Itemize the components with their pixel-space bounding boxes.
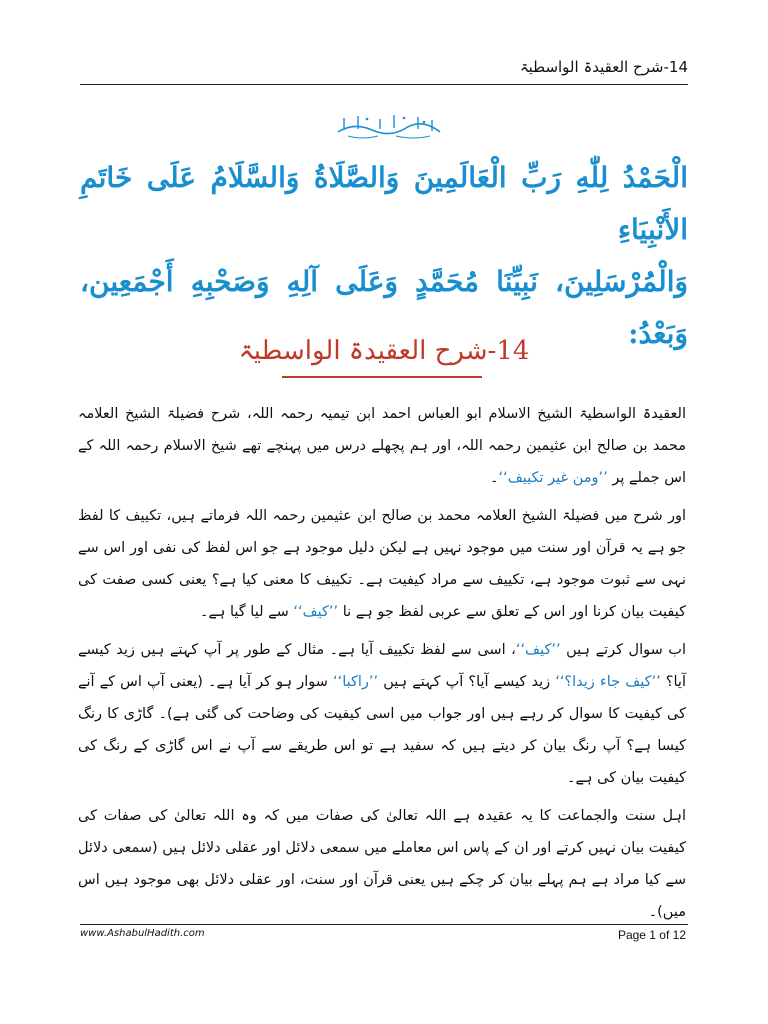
term-highlight: ’’راکبا‘‘ xyxy=(332,674,379,690)
term-highlight: ’’ومن غیر تکییف‘‘ xyxy=(498,470,608,486)
term-highlight: ’’کیف جاء زیدا؟‘‘ xyxy=(555,674,661,690)
basmala-calligraphy-svg xyxy=(334,110,444,140)
paragraph-3: اب سوال کرتے ہیں ’’کیف‘‘، اسی سے لفظ تکییف آیا ہے۔ مثال کے طور پر آپ کہتے ہیں زید کیسے آیا؟ ’’کیف جاء زیدا؟‘‘ زید کیسے آیا؟ آپ کہتے ہیں ’’راکبا‘‘ سوار ہو کر آیا ہے۔ (یعنی آپ اس کے آنے کی کیفیت کا سوال کر رہے ہیں اور جواب میں اسی کیفیت کی وضاحت کی گئی ہے)۔ گاڑی کا رنگ کیسا ہے؟ آپ رنگ بیان کر دیتے ہیں کہ سفید ہے تو اس طریقے سے آپ نے اس گاڑی کے رنگ کی کیفیت بیان کی ہے۔ xyxy=(78,642,686,786)
header-divider xyxy=(80,84,688,85)
term-highlight: ’’کیف‘‘ xyxy=(293,604,339,620)
running-header-title: 14-شرح العقیدۃ الواسطیۃ xyxy=(519,58,688,76)
doxology-block xyxy=(80,152,688,360)
paragraph-1: العقیدۃ الواسطیۃ الشیخ الاسلام ابو العباس احمد ابن تیمیہ رحمہ اللہ، شرح فضیلۃ الشیخ العلامہ محمد بن صالح ابن عثیمین رحمہ اللہ، اور ہم پچھلے درس میں پہنچے تھے شیخ الاسلام رحمہ اللہ کے اس جملے پر ’’ومن غیر تکییف‘‘۔ xyxy=(78,406,686,486)
footer-page-number: Page 1 of 12 xyxy=(617,928,686,942)
footer-divider xyxy=(80,924,688,925)
term-highlight: ’’کیف‘‘ xyxy=(515,642,561,658)
basmala-calligraphy-icon xyxy=(334,110,444,140)
doxology-line-1: الْحَمْدُ لِلّٰهِ رَبِّ الْعَالَمِينَ وَالصَّلَاةُ وَالسَّلَامُ عَلَى خَاتَمِ الأَنْبِيَاءِ xyxy=(80,161,688,246)
footer-website-link[interactable]: www.AshabulHadith.com xyxy=(80,928,205,939)
doxology-line-3: وَبَعْدُ: xyxy=(628,317,688,350)
doxology-line-2: وَالْمُرْسَلِينَ، نَبِيِّنَا مُحَمَّدٍ وَعَلَى آلِهِ وَصَحْبِهِ أَجْمَعِين، xyxy=(80,265,688,298)
paragraph-2: اور شرح میں فضیلۃ الشیخ العلامہ محمد بن صالح ابن عثیمین رحمہ اللہ فرماتے ہیں، تکییف کا لفظ جو ہے یہ قرآن اور سنت میں موجود نہیں ہے لیکن دلیل موجود ہے جو اس لفظ کی نفی اور اس سے نہی سے ثبوت موجود ہے، تکییف سے مراد کیفیت ہے۔ تکییف کا معنی کیا ہے؟ یعنی کسی صفت کی کیفیت بیان کرنا اور اس کے تعلق سے عربی لفظ جو ہے نا ’’کیف‘‘ سے لیا گیا ہے۔ xyxy=(78,508,686,620)
paragraph-4: اہل سنت والجماعت کا یہ عقیدہ ہے اللہ تعالیٰ کی صفات میں کہ وہ اللہ تعالیٰ کی صفات کی کیفیت بیان نہیں کرتے اور ان کے پاس اس معاملے میں سمعی دلائل اور عقلی دلائل ہیں (سمعی دلائل سے کیا مراد ہے ہم پہلے بیان کر چکے ہیں یعنی قرآن اور سنت، اور عقلی دلائل بھی موجود ہیں اس میں)۔ xyxy=(78,808,686,920)
chapter-title-underline xyxy=(282,376,482,378)
chapter-title: 14-شرح العقیدۃ الواسطیۃ xyxy=(238,336,530,366)
body-text xyxy=(78,398,686,934)
